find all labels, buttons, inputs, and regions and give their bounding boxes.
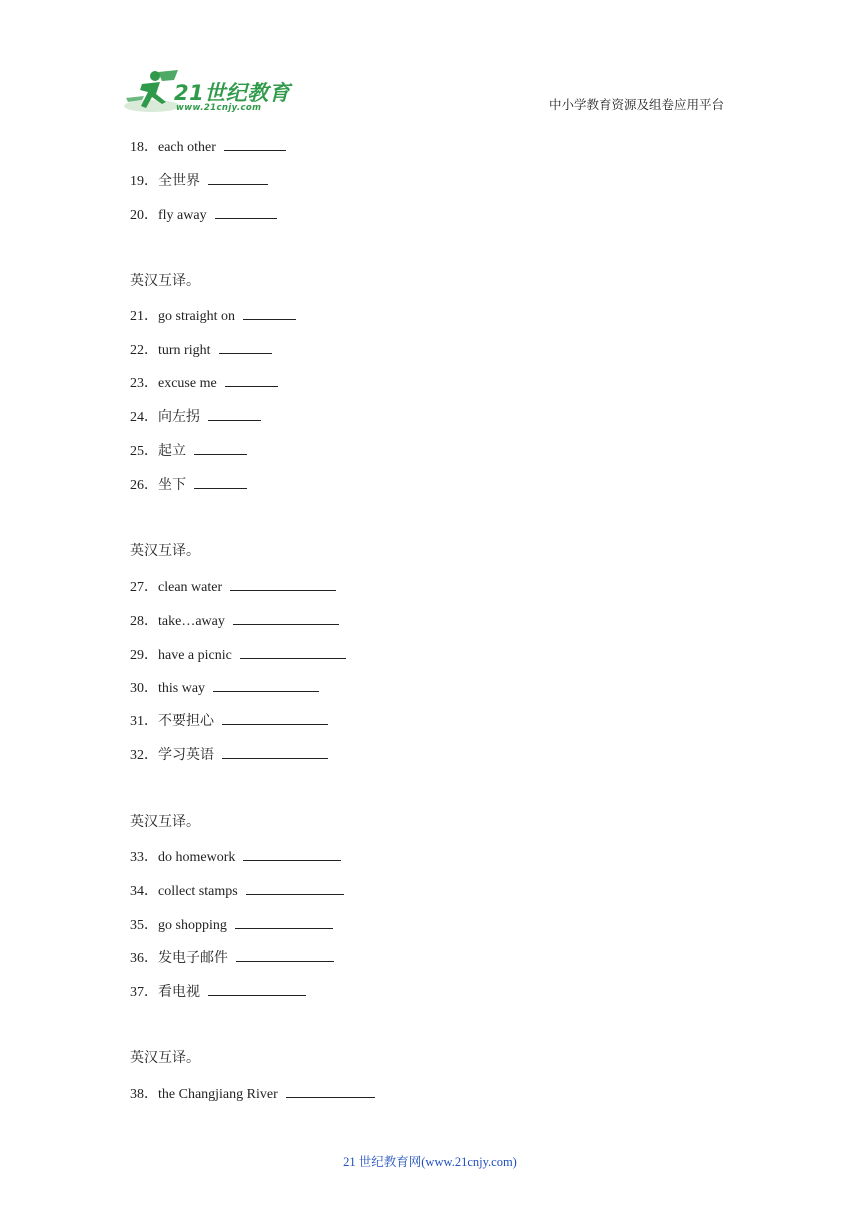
question-number: 34 <box>130 884 144 899</box>
question-separator: ． <box>144 884 158 899</box>
question-separator: ． <box>144 208 158 223</box>
question-number: 20 <box>130 208 144 223</box>
answer-blank[interactable] <box>246 880 344 895</box>
page-header <box>0 0 860 125</box>
question-item <box>130 339 272 361</box>
question-text: 不要担心 <box>158 714 214 729</box>
logo-text: 21世纪教育 <box>174 81 291 105</box>
question-number: 35 <box>130 918 144 933</box>
answer-blank[interactable] <box>208 170 268 185</box>
answer-blank[interactable] <box>224 136 286 151</box>
question-text: have a picnic <box>158 648 232 663</box>
question-item <box>130 305 296 327</box>
question-item <box>130 136 286 158</box>
question-text: 学习英语 <box>158 748 214 763</box>
question-text: 全世界 <box>158 174 200 189</box>
question-item <box>130 372 278 394</box>
question-item <box>130 1083 375 1105</box>
question-item <box>130 677 319 699</box>
question-number: 31 <box>130 714 144 729</box>
question-item <box>130 440 247 462</box>
question-number: 23 <box>130 376 144 391</box>
question-text: 发电子邮件 <box>158 951 228 966</box>
answer-blank[interactable] <box>243 305 296 320</box>
question-number: 18 <box>130 140 144 155</box>
question-number: 24 <box>130 410 144 425</box>
question-number: 28 <box>130 614 144 629</box>
question-separator: ． <box>144 343 158 358</box>
question-text: turn right <box>158 343 211 358</box>
question-text: the Changjiang River <box>158 1087 278 1102</box>
question-item <box>130 406 261 428</box>
question-separator: ． <box>144 681 158 696</box>
question-number: 33 <box>130 850 144 865</box>
page-footer: 21 世纪教育网(www.21cnjy.com) <box>343 1155 517 1169</box>
answer-blank[interactable] <box>208 406 261 421</box>
runner-logo-icon <box>122 68 182 116</box>
question-item <box>130 710 328 732</box>
answer-blank[interactable] <box>235 914 333 929</box>
question-text: this way <box>158 681 206 696</box>
question-number: 21 <box>130 309 144 324</box>
question-number: 19 <box>130 174 144 189</box>
question-separator: ． <box>144 376 158 391</box>
answer-blank[interactable] <box>222 710 328 725</box>
question-separator: ． <box>144 985 158 1000</box>
logo-url: www.21cnjy.com <box>176 103 262 113</box>
question-separator: ． <box>144 309 158 324</box>
answer-blank[interactable] <box>233 610 339 625</box>
question-number: 25 <box>130 444 144 459</box>
question-separator: ． <box>144 1087 158 1102</box>
question-separator: ． <box>144 850 158 865</box>
question-number: 22 <box>130 343 144 358</box>
question-separator: ． <box>144 748 158 763</box>
answer-blank[interactable] <box>236 947 334 962</box>
answer-blank[interactable] <box>194 474 247 489</box>
section-heading: 英汉互译。 <box>130 1051 200 1066</box>
question-item <box>130 981 306 1003</box>
question-text: collect stamps <box>158 884 238 899</box>
question-text: 起立 <box>158 444 186 459</box>
question-item <box>130 576 336 598</box>
question-separator: ． <box>144 174 158 189</box>
answer-blank[interactable] <box>208 981 306 996</box>
section-heading: 英汉互译。 <box>130 544 200 559</box>
question-number: 36 <box>130 951 144 966</box>
question-number: 37 <box>130 985 144 1000</box>
header-tagline: 中小学教育资源及组卷应用平台 <box>549 97 725 112</box>
question-number: 32 <box>130 748 144 763</box>
answer-blank[interactable] <box>215 204 277 219</box>
answer-blank[interactable] <box>194 440 247 455</box>
logo <box>122 68 292 116</box>
question-separator: ． <box>144 478 158 493</box>
question-number: 26 <box>130 478 144 493</box>
question-number: 30 <box>130 681 144 696</box>
question-text: 看电视 <box>158 985 200 1000</box>
question-item <box>130 644 346 666</box>
question-separator: ． <box>144 951 158 966</box>
question-separator: ． <box>144 580 158 595</box>
question-item <box>130 744 328 766</box>
answer-blank[interactable] <box>213 677 319 692</box>
question-item <box>130 846 341 868</box>
answer-blank[interactable] <box>219 339 272 354</box>
question-item <box>130 170 268 192</box>
section-heading: 英汉互译。 <box>130 815 200 830</box>
question-separator: ． <box>144 444 158 459</box>
question-text: excuse me <box>158 376 217 391</box>
question-text: 坐下 <box>158 478 186 493</box>
question-item <box>130 204 277 226</box>
answer-blank[interactable] <box>222 744 328 759</box>
question-text: take…away <box>158 614 225 629</box>
question-separator: ． <box>144 918 158 933</box>
question-text: fly away <box>158 208 207 223</box>
question-text: do homework <box>158 850 236 865</box>
answer-blank[interactable] <box>230 576 336 591</box>
question-item <box>130 610 339 632</box>
question-item <box>130 474 247 496</box>
answer-blank[interactable] <box>243 846 341 861</box>
answer-blank[interactable] <box>225 372 278 387</box>
question-item <box>130 880 344 902</box>
question-separator: ． <box>144 140 158 155</box>
question-text: go straight on <box>158 309 235 324</box>
question-text: clean water <box>158 580 223 595</box>
question-number: 38 <box>130 1087 144 1102</box>
answer-blank[interactable] <box>240 644 346 659</box>
question-text: each other <box>158 140 216 155</box>
question-item <box>130 914 333 936</box>
question-separator: ． <box>144 410 158 425</box>
question-separator: ． <box>144 648 158 663</box>
question-number: 27 <box>130 580 144 595</box>
question-separator: ． <box>144 614 158 629</box>
question-text: 向左拐 <box>158 410 200 425</box>
question-text: go shopping <box>158 918 227 933</box>
question-number: 29 <box>130 648 144 663</box>
section-heading: 英汉互译。 <box>130 274 200 289</box>
question-item <box>130 947 334 969</box>
question-separator: ． <box>144 714 158 729</box>
answer-blank[interactable] <box>286 1083 375 1098</box>
